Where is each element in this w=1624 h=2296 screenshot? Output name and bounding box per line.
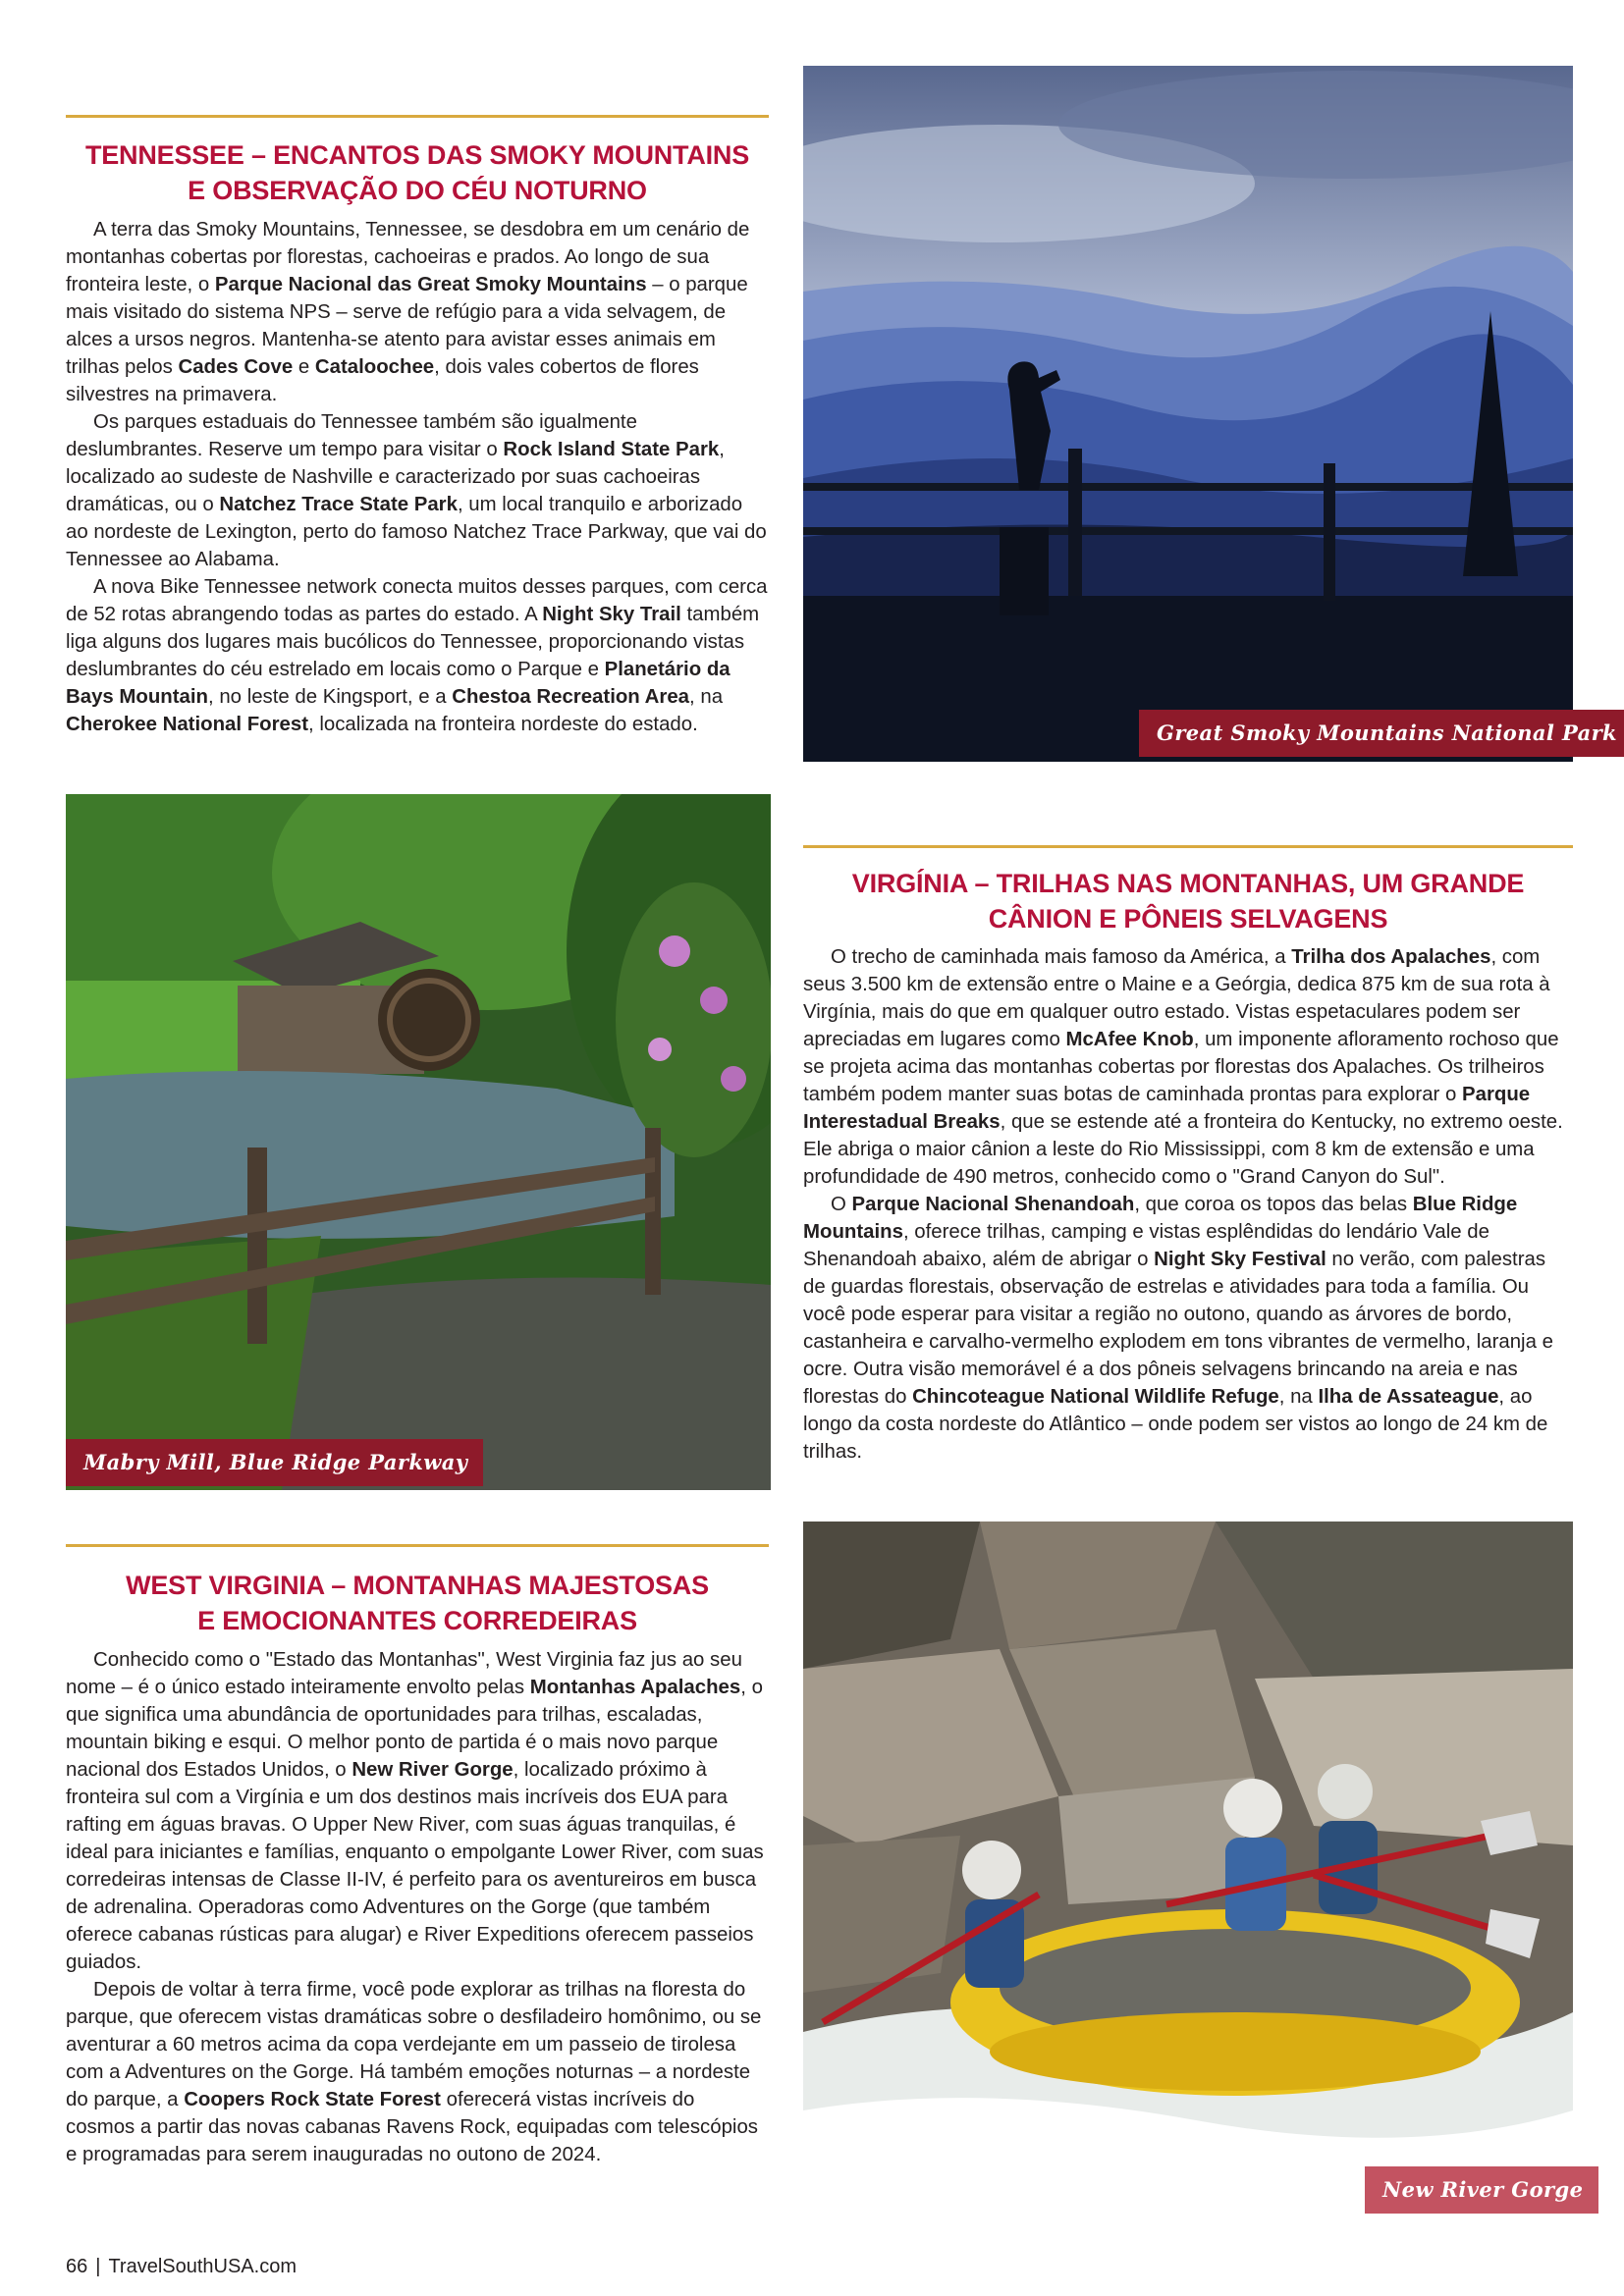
text-run: , um imponente afloramento rochoso que se projeta acima das montanhas cobertas por florestas dos Apalaches. Os trilheiros também podem manter suas botas de caminhada prontas para explorar o	[803, 1029, 1559, 1105]
heading-west-virginia-line1: WEST VIRGINIA – MONTANHAS MAJESTOSAS	[126, 1571, 709, 1600]
photo-mabry-mill	[66, 794, 771, 1490]
footer-website-link[interactable]: TravelSouthUSA.com	[108, 2256, 298, 2277]
highlighted-place-name: Blue Ridge Mountains	[803, 1194, 1518, 1243]
highlighted-place-name: Cherokee National Forest	[66, 714, 309, 735]
text-run: , o que significa uma abundância de oportunidades para trilhas, escaladas, mountain biking e esqui. O melhor ponto de partida é o mais novo parque nacional dos Estados Unidos, o	[66, 1677, 763, 1781]
heading-west-virginia	[66, 1568, 769, 1638]
highlighted-place-name: Night Sky Trail	[542, 604, 681, 625]
caption-great-smoky-mountains: Great Smoky Mountains National Park	[1139, 710, 1624, 757]
caption-new-river-gorge: New River Gorge	[1365, 2166, 1598, 2214]
text-run: , na	[1278, 1386, 1319, 1408]
heading-virginia-line1: VIRGÍNIA – TRILHAS NAS MONTANHAS, UM GRANDE	[851, 869, 1525, 898]
text-run: , que se estende até a fronteira do Kentucky, no extremo oeste. Ele abriga o maior cânion a leste do Rio Mississippi, com 8 km de extensão e uma profundidade de 490 metros, conhecido como o "Grand Canyon do Sul".	[803, 1111, 1563, 1188]
page-number: 66	[66, 2256, 88, 2277]
text-run: , com seus 3.500 km de extensão entre o Maine e a Geórgia, dedica 875 km de sua rota à Virgínia, mais do que em qualquer outro estado. Vistas espetaculares podem ser apreciadas em lugares como	[803, 946, 1550, 1050]
text-run: , na	[689, 686, 724, 708]
highlighted-place-name: Parque Interestadual Breaks	[803, 1084, 1531, 1133]
photo-great-smoky-mountains	[803, 66, 1573, 762]
text-run: A nova Bike Tennessee network conecta muitos desses parques, com cerca de 52 rotas abrangendo todas as partes do estado. A	[66, 576, 768, 625]
heading-west-virginia-line2: E EMOCIONANTES CORREDEIRAS	[197, 1606, 637, 1635]
text-run: e	[293, 356, 315, 378]
highlighted-place-name: Montanhas Apalaches	[529, 1677, 741, 1698]
highlighted-place-name: New River Gorge	[352, 1759, 514, 1781]
text-run: , localizado próximo à fronteira sul com a Virgínia e um dos destinos mais incríveis dos EUA para rafting em águas bravas. O Upper New River, com suas águas tranquilas, é ideal para iniciantes e famílias, enquanto o empolgante Lower River, com suas corredeiras intensas de Classe II-IV, é perfeito para os aventureiros em busca de adrenalina. Operadoras como Adventures on the Gorge (que também oferece cabanas rústicas para alugar) e River Expeditions oferecem passeios guiados.	[66, 1759, 764, 1973]
text-run: , ao longo da costa nordeste do Atlântico – onde podem ser vistos ao longo de 24 km de trilhas.	[803, 1386, 1548, 1463]
text-run: , um local tranquilo e arborizado ao nordeste de Lexington, perto do famoso Natchez Trace Parkway, que vai do Tennessee ao Alabama.	[66, 494, 767, 570]
text-run: – o parque mais visitado do sistema NPS – serve de refúgio para a vida selvagem, de alces a ursos negros. Mantenha-se atento para avistar esses animais em trilhas pelos	[66, 274, 748, 378]
highlighted-place-name: Ilha de Assateague	[1318, 1386, 1499, 1408]
text-run: Depois de voltar à terra firme, você pode explorar as trilhas na floresta do parque, que oferecem vistas dramáticas sobre o desfiladeiro homônimo, ou se aventurar a 60 metros acima da copa verdejante em um passeio de tirolesa com a Adventures on the Gorge. Há também emoções noturnas – a nordeste do parque, a	[66, 1979, 762, 2110]
text-run: , que coroa os topos das belas	[1134, 1194, 1413, 1215]
highlighted-place-name: Cades Cove	[178, 356, 294, 378]
body-paragraph	[803, 943, 1573, 1191]
body-virginia	[803, 943, 1573, 1466]
text-run: também liga alguns dos lugares mais bucólicos do Tennessee, proporcionando vistas deslumbrantes do céu estrelado em locais como o Parque e	[66, 604, 760, 680]
heading-tennessee	[66, 137, 769, 208]
highlighted-place-name: Chestoa Recreation Area	[452, 686, 690, 708]
body-paragraph	[66, 408, 769, 573]
section-divider-west-virginia	[66, 1544, 769, 1547]
heading-tennessee-line1: TENNESSEE – ENCANTOS DAS SMOKY MOUNTAINS	[84, 140, 750, 170]
highlighted-place-name: Parque Nacional Shenandoah	[851, 1194, 1135, 1215]
highlighted-place-name: Chincoteague National Wildlife Refuge	[912, 1386, 1279, 1408]
body-paragraph	[66, 216, 769, 408]
highlighted-place-name: Natchez Trace State Park	[219, 494, 458, 515]
section-divider-virginia	[803, 845, 1573, 848]
heading-virginia	[803, 866, 1573, 936]
text-run: , no leste de Kingsport, e a	[208, 686, 453, 708]
text-run: A terra das Smoky Mountains, Tennessee, se desdobra em um cenário de montanhas cobertas por florestas, cachoeiras e prados. Ao longo de sua fronteira leste, o	[66, 219, 750, 295]
footer-separator: |	[95, 2256, 101, 2277]
section-divider-tennessee	[66, 115, 769, 118]
text-run: , localizado ao sudeste de Nashville e caracterizado por suas cachoeiras dramáticas, ou o	[66, 439, 725, 515]
body-west-virginia	[66, 1646, 769, 2168]
text-run: , dois vales cobertos de flores silvestres na primavera.	[66, 356, 699, 405]
body-tennessee	[66, 216, 769, 738]
text-run: no verão, com palestras de guardas florestais, observação de estrelas e atividades para toda a família. Ou você pode esperar para visitar a região no outono, quando as árvores de bordo, castanheira e carvalho-vermelho explodem em tons vibrantes de vermelho, laranja e ocre. Outra visão memorável é a dos pôneis selvagens brincando na areia e nas florestas do	[803, 1249, 1553, 1408]
highlighted-place-name: Night Sky Festival	[1154, 1249, 1326, 1270]
heading-virginia-line2: CÂNION E PÔNEIS SELVAGENS	[988, 904, 1388, 934]
body-paragraph	[66, 1646, 769, 1976]
text-run: , localizada na fronteira nordeste do estado.	[308, 714, 698, 735]
body-paragraph	[66, 573, 769, 738]
text-run: O trecho de caminhada mais famoso da América, a	[831, 946, 1292, 968]
text-run: O	[831, 1194, 852, 1215]
body-paragraph	[803, 1191, 1573, 1466]
caption-mabry-mill: Mabry Mill, Blue Ridge Parkway	[66, 1439, 483, 1486]
highlighted-place-name: Parque Nacional das Great Smoky Mountains	[214, 274, 647, 295]
heading-tennessee-line2: E OBSERVAÇÃO DO CÉU NOTURNO	[188, 176, 647, 205]
body-paragraph	[66, 1976, 769, 2168]
page-footer	[66, 2256, 297, 2278]
text-run: Os parques estaduais do Tennessee também são igualmente deslumbrantes. Reserve um tempo para visitar o	[66, 411, 637, 460]
highlighted-place-name: Cataloochee	[314, 356, 435, 378]
text-run: , oferece trilhas, camping e vistas esplêndidas do lendário Vale de Shenandoah abaixo, além de abrigar o	[803, 1221, 1489, 1270]
highlighted-place-name: Planetário da Bays Mountain	[66, 659, 731, 708]
highlighted-place-name: Coopers Rock State Forest	[184, 2089, 441, 2110]
highlighted-place-name: Rock Island State Park	[503, 439, 720, 460]
text-run: Conhecido como o "Estado das Montanhas", West Virginia faz jus ao seu nome – é o único estado inteiramente envolto pelas	[66, 1649, 742, 1698]
highlighted-place-name: McAfee Knob	[1065, 1029, 1194, 1050]
highlighted-place-name: Trilha dos Apalaches	[1291, 946, 1491, 968]
photo-new-river-gorge	[803, 1522, 1573, 2217]
text-run: oferecerá vistas incríveis do cosmos a partir das novas cabanas Ravens Rock, equipadas com telescópios e programadas para serem inauguradas no outono de 2024.	[66, 2089, 758, 2165]
